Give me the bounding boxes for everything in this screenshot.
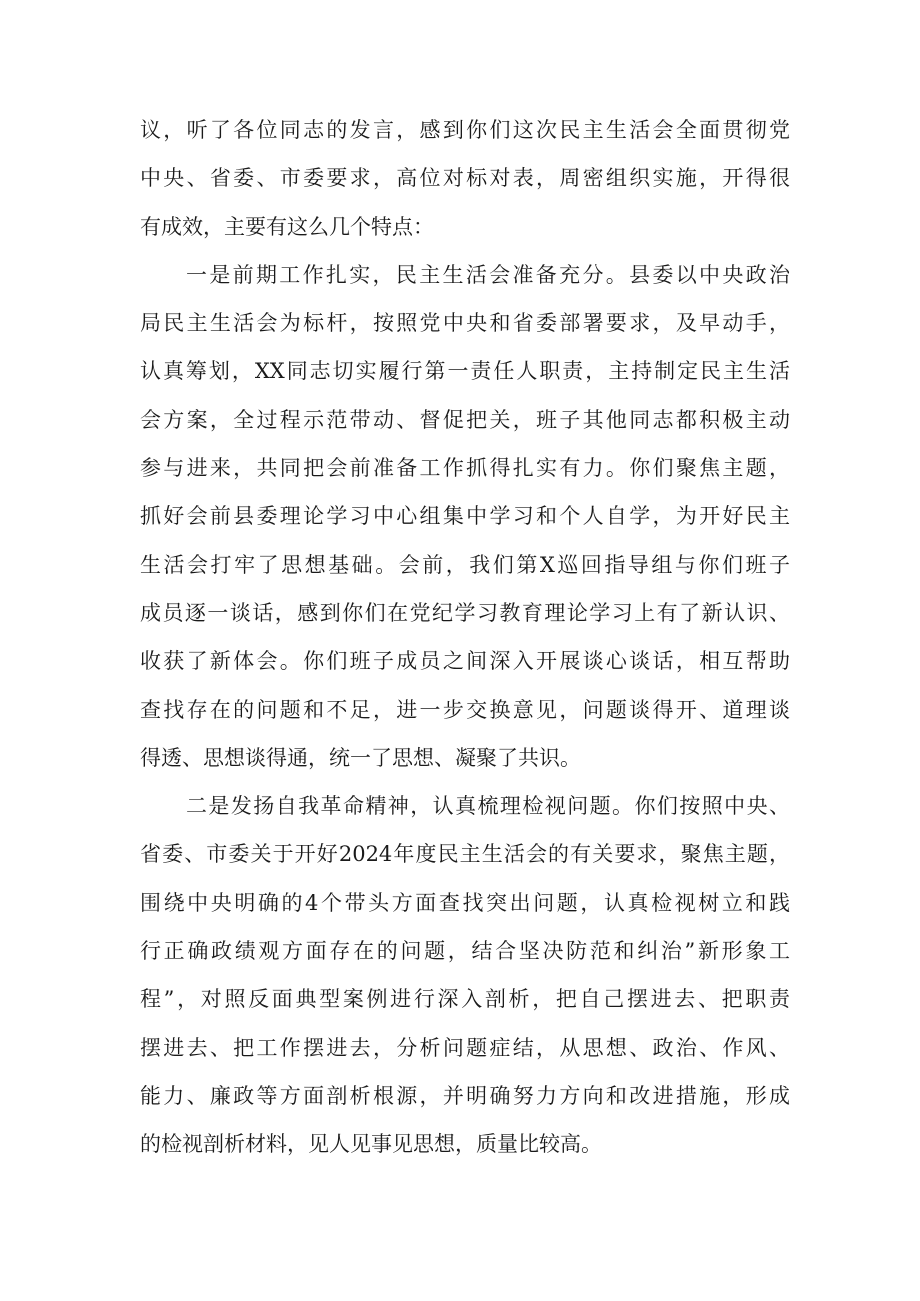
paragraph-point-one [140, 251, 790, 782]
text-line: 省委、市委关于开好2024年度民主生活会的有关要求，聚焦主题， [140, 842, 790, 867]
paragraph-point-two [140, 782, 790, 1168]
text-line: 的检视剖析材料，见人见事见思想，质量比较高。 [140, 1132, 602, 1157]
text-line: 行正确政绩观方面存在的问题，结合坚决防范和纠治”新形象工 [140, 939, 790, 964]
text-line: 生活会打牢了思想基础。会前，我们第X巡回指导组与你们班子 [140, 552, 790, 577]
text-line: 摆进去、把工作摆进去，分析问题症结，从思想、政治、作风、 [140, 1035, 790, 1060]
text-line: 局民主生活会为标杆，按照党中央和省委部署要求，及早动手， [140, 311, 790, 336]
text-line: 查找存在的问题和不足，进一步交换意见，问题谈得开、道理谈 [140, 697, 790, 722]
text-line: 一是前期工作扎实，民主生活会准备充分。县委以中央政治 [186, 262, 790, 287]
text-line: 议，听了各位同志的发言，感到你们这次民主生活会全面贯彻党 [140, 118, 790, 142]
text-line: 参与进来，共同把会前准备工作抓得扎实有力。你们聚焦主题， [140, 456, 790, 481]
text-line: 成员逐一谈话，感到你们在党纪学习教育理论学习上有了新认识、 [140, 600, 790, 625]
document-body [140, 106, 790, 1169]
text-line: 能力、廉政等方面剖析根源，并明确努力方向和改进措施，形成 [140, 1083, 790, 1108]
text-line: 围绕中央明确的4个带头方面查找突出问题，认真检视树立和践 [140, 890, 790, 915]
text-line: 得透、思想谈得通，统一了思想、凝聚了共识。 [140, 745, 581, 770]
text-line: 认真筹划，XX同志切实履行第一责任人职责，主持制定民主生活 [140, 359, 790, 384]
text-line: 收获了新体会。你们班子成员之间深入开展谈心谈话，相互帮助 [140, 649, 790, 674]
paragraph-intro [140, 106, 790, 251]
text-line: 有成效，主要有这么几个特点： [140, 214, 434, 239]
text-line: 会方案，全过程示范带动、督促把关，班子其他同志都积极主动 [140, 407, 790, 432]
text-line: 程”，对照反面典型案例进行深入剖析，把自己摆进去、把职责 [140, 987, 790, 1012]
text-line: 抓好会前县委理论学习中心组集中学习和个人自学，为开好民主 [140, 504, 790, 529]
text-line: 二是发扬自我革命精神，认真梳理检视问题。你们按照中央、 [186, 794, 790, 819]
text-line: 中央、省委、市委要求，高位对标对表，周密组织实施，开得很 [140, 166, 790, 191]
